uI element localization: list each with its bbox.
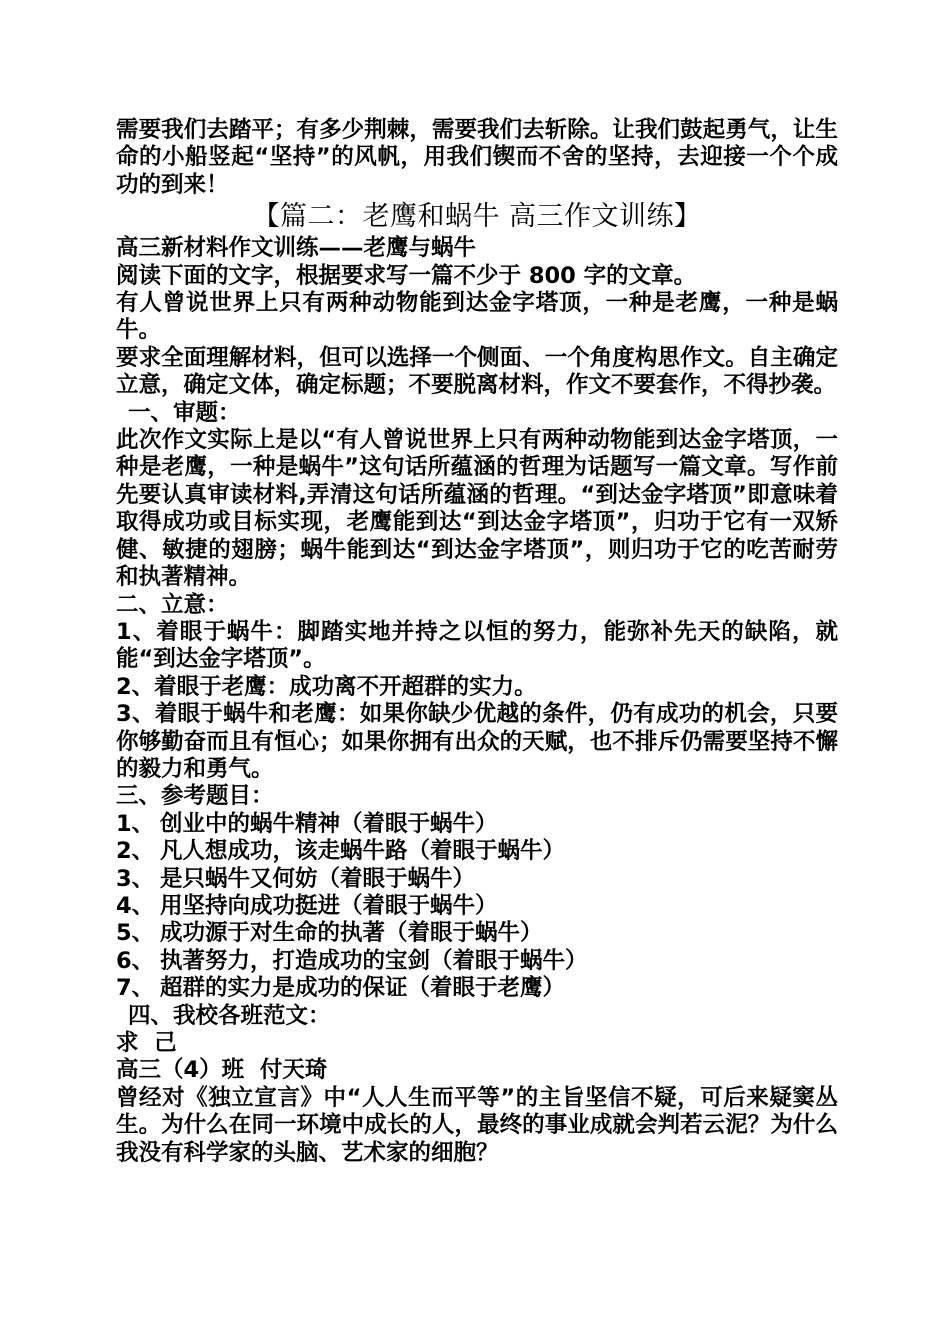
topic-number: 6、 [116, 947, 155, 974]
topic-text: 成功源于对生命的执著（着眼于蜗牛） [160, 920, 543, 947]
section1-text: 此次作文实际上是以“有人曾说世界上只有两种动物能到达金字塔顶，一种是老鹰，一种是蜗牛”这句话所蕴涵的哲理为话题写一篇文章。写作前先要认真审读材料,弄清这句话所蕴涵的哲理。“到达金字塔顶”即意味着取得成功或目标实现，老鹰能到达“到达金字塔顶”，归功于它有一双矫健、敏捷的翅膀；蜗牛能到达“到达金字塔顶”，则归功于它的吃苦耐劳和执著精神。 [116, 427, 838, 591]
section2-title: 二、立意： [116, 591, 229, 618]
essay-text: 曾经对《独立宣言》中“人人生而平等”的主旨坚信不疑，可后来疑窦丛生。为什么在同一环境中成长的人，最终的事业成就会判若云泥？为什么我没有科学家的头脑、艺术家的细胞？ [116, 1084, 838, 1166]
reference-topic-2 [116, 838, 838, 865]
section2-item-2: 2、着眼于老鹰：成功离不开超群的实力。 [116, 673, 537, 700]
section-heading: 【篇二：老鹰和蜗牛 高三作文训练】 [252, 201, 702, 233]
reference-topic-4 [116, 893, 838, 920]
section1-title: 一、审题： [128, 399, 241, 426]
article-title: 高三新材料作文训练——老鹰与蜗牛 [116, 235, 477, 262]
topic-number: 2、 [116, 838, 155, 865]
topic-number: 1、 [116, 810, 155, 837]
topic-text: 用坚持向成功挺进（着眼于蜗牛） [160, 892, 498, 919]
topic-text: 执著努力，打造成功的宝剑（着眼于蜗牛） [160, 947, 588, 974]
requirement-text: 要求全面理解材料，但可以选择一个侧面、一个角度构思作文。自主确定立意，确定文体，确定标题；不要脱离材料，作文不要套作，不得抄袭。 [116, 344, 838, 399]
reference-topic-6 [116, 948, 838, 975]
topic-text: 创业中的蜗牛精神（着眼于蜗牛） [160, 810, 498, 837]
document-page [116, 117, 838, 1167]
task-instruction: 阅读下面的文字，根据要求写一篇不少于 800 字的文章。 [116, 262, 697, 289]
reference-topic-3 [116, 866, 838, 893]
reference-topic-7 [116, 975, 838, 1002]
topic-number: 3、 [116, 865, 155, 892]
topic-text: 超群的实力是成功的保证（着眼于老鹰） [160, 975, 566, 1002]
topic-number: 4、 [116, 892, 155, 919]
section4-title: 四、我校各班范文： [128, 1002, 331, 1029]
section2-item-3: 3、着眼于蜗牛和老鹰：如果你缺少优越的条件，仍有成功的机会，只要你够勤奋而且有恒心；如果你拥有出众的天赋，也不排斥仍需要坚持不懈的毅力和勇气。 [116, 701, 838, 782]
topic-text: 是只蜗牛又何妨（着眼于蜗牛） [160, 865, 476, 892]
topic-text: 凡人想成功，该走蜗牛路（着眼于蜗牛） [160, 838, 566, 865]
reference-topic-5 [116, 920, 838, 947]
topic-number: 7、 [116, 975, 155, 1002]
essay-title: 求 己 [116, 1030, 177, 1056]
material-text: 有人曾说世界上只有两种动物能到达金字塔顶，一种是老鹰，一种是蜗牛。 [116, 290, 838, 344]
reference-topic-1 [116, 811, 838, 838]
section3-title: 三、参考题目： [116, 783, 274, 810]
section2-item-1: 1、着眼于蜗牛：脚踏实地并持之以恒的努力，能弥补先天的缺陷，就能“到达金字塔顶”。 [116, 618, 838, 673]
topic-number: 5、 [116, 920, 155, 947]
essay-author: 高三（4）班 付天琦 [116, 1057, 328, 1084]
intro-paragraph-tail: 需要我们去踏平；有多少荆棘，需要我们去斩除。让我们鼓起勇气，让生命的小船竖起“坚持”的风帆，用我们锲而不舍的坚持，去迎接一个个成功的到来！ [116, 117, 838, 198]
